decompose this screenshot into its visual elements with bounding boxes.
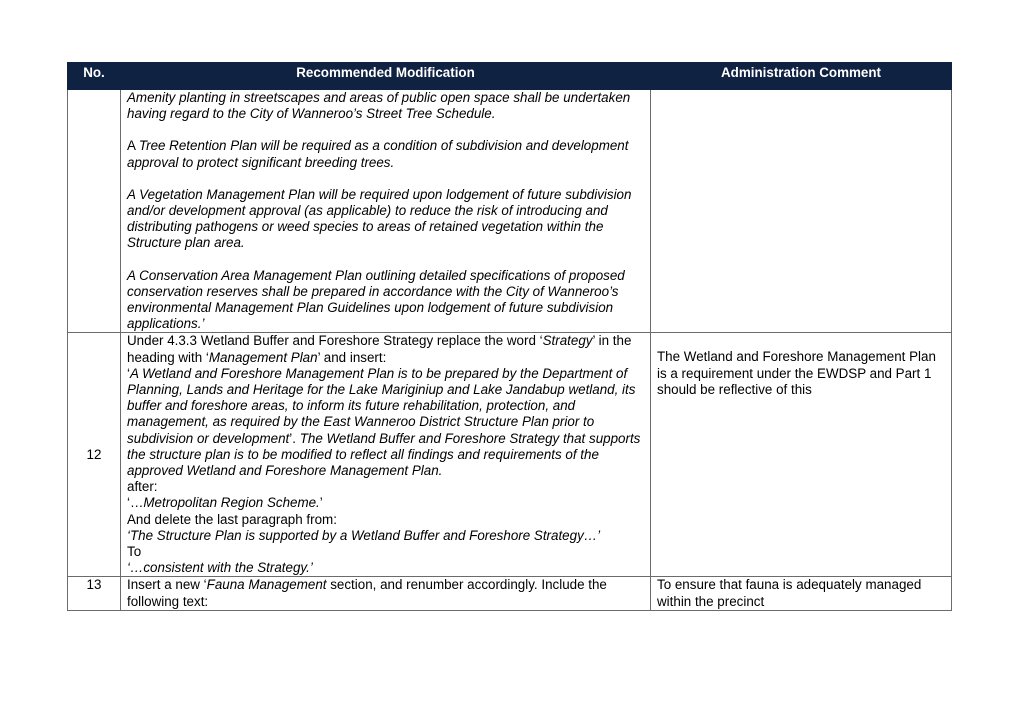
comment-cell-12: The Wetland and Foreshore Management Plan is a requirement under the EWDSP and Part 1 should be reflective of this [651, 333, 952, 577]
row-number-cell [68, 90, 121, 333]
modification-cell-13: Insert a new ‘Fauna Management section, and renumber accordingly. Include the following text: [121, 577, 651, 610]
modifications-table [67, 62, 952, 611]
header-recommended-modification: Recommended Modification [121, 63, 651, 90]
row12-delete-label: And delete the last paragraph from: [127, 511, 337, 527]
header-row [68, 63, 952, 90]
table-header [68, 63, 952, 90]
modification-cell-12 [121, 333, 651, 577]
row12-to-text: ‘…consistent with the Strategy.’ [127, 560, 313, 576]
header-no: No. [68, 63, 121, 90]
paragraph-conservation-area: A Conservation Area Management Plan outlining detailed specifications of proposed conservation reserves shall be prepared in accordance with the City of Wanneroo’s environmental Management Plan Guidelines upon lodgement of future subdivision applications.’ [127, 267, 625, 332]
modification-cell [121, 90, 651, 333]
row12-to-label: To [127, 544, 142, 560]
row12-after-label: after: [127, 479, 158, 495]
comment-cell [651, 90, 952, 333]
header-administration-comment: Administration Comment [651, 63, 952, 90]
table-row-13 [68, 577, 952, 610]
row12-inserted-text: ‘A Wetland and Foreshore Management Plan is to be prepared by the Department of Planning, Lands and Heritage for the Lake Mariginiup and Lake Jandabup wetland, its buffer and foreshore areas, to inform its future rehabilitation, protection, and management, as required by the East Wanneroo District Structure Plan prior to subdivision or development’. The Wetland Buffer and Foreshore Strategy that supports the structure plan is to be modified to reflect all findings and requirements of the approved Wetland and Foreshore Management Plan. [127, 365, 641, 479]
paragraph-vegetation-management: A Vegetation Management Plan will be required upon lodgement of future subdivision and/or development approval (as applicable) to reduce the risk of introducing and distributing pathogens or weed species to areas of retained vegetation within the Structure plan area. [127, 186, 632, 251]
paragraph-tree-retention: A Tree Retention Plan will be required as a condition of subdivision and development approval to protect significant breeding trees. [127, 138, 629, 170]
paragraph-amenity-planting: Amenity planting in streetscapes and areas of public open space shall be undertaken having regard to the City of Wanneroo’s Street Tree Schedule. [127, 90, 631, 122]
row12-delete-text: ‘The Structure Plan is supported by a Wetland Buffer and Foreshore Strategy…’ [127, 527, 601, 543]
comment-cell-13: To ensure that fauna is adequately managed within the precinct [651, 577, 952, 610]
table-row-continued [68, 90, 952, 333]
table-row-12 [68, 333, 952, 577]
row12-after-text: ‘…Metropolitan Region Scheme.’ [127, 495, 323, 511]
row-number-12: 12 [68, 333, 121, 577]
row12-instruction: Under 4.3.3 Wetland Buffer and Foreshore Strategy replace the word ‘Strategy’ in the heading with ‘Management Plan’ and insert: [127, 333, 632, 365]
row-number-13: 13 [68, 577, 121, 610]
